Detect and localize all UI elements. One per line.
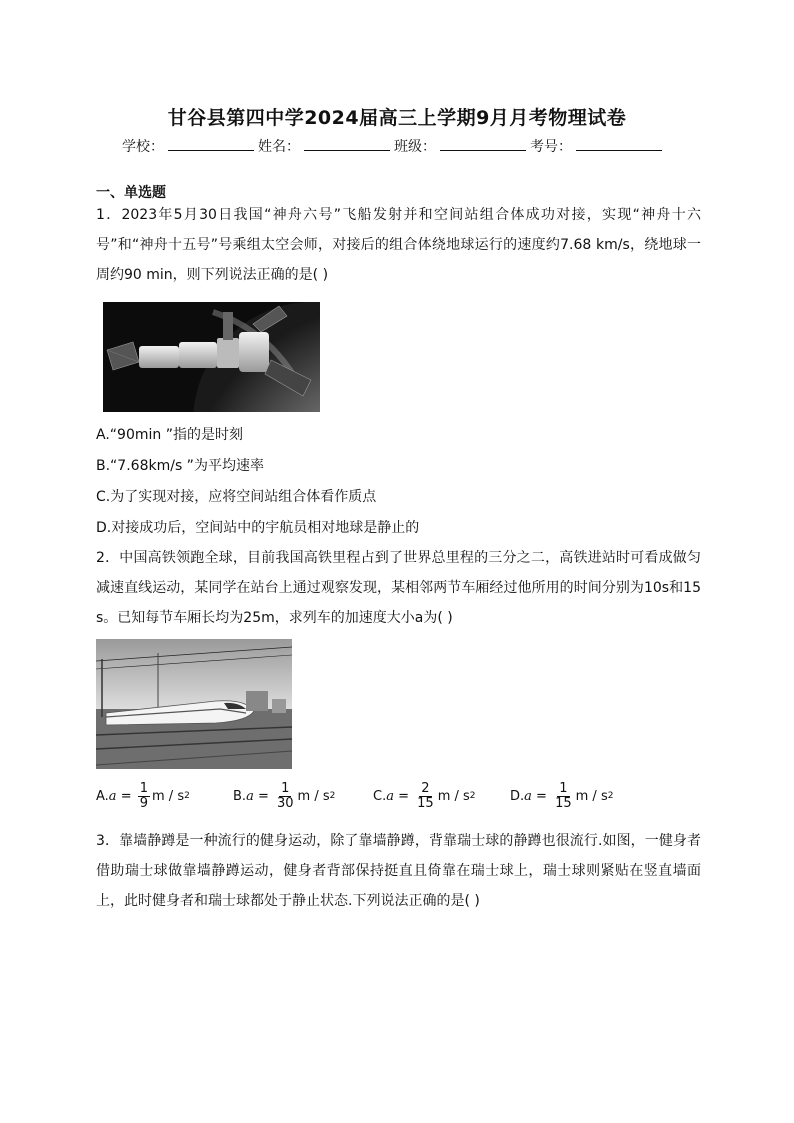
high-speed-train-image (96, 639, 292, 769)
fraction (553, 782, 574, 811)
q1-option-a[interactable]: A.“90min ”指的是时刻 (96, 427, 243, 443)
unit: m / s (437, 788, 470, 804)
q1-option-c[interactable]: C.为了实现对接，应将空间站组合体看作质点 (96, 489, 377, 505)
unit: m / s (297, 788, 330, 804)
unit: m / s (575, 788, 608, 804)
q2-options-row (96, 778, 716, 814)
unit: m / s (152, 788, 185, 804)
numerator: 1 (281, 780, 290, 796)
fraction (138, 782, 150, 811)
equals-sign: = (116, 788, 136, 804)
space-station-image (103, 302, 320, 412)
school-label: 学校： (122, 139, 164, 155)
q2-option-a[interactable] (96, 778, 190, 814)
q2-option-d[interactable] (510, 778, 613, 814)
student-info-row (122, 136, 682, 156)
denominator: 15 (555, 795, 572, 811)
fraction (275, 782, 296, 811)
accel-var: a (246, 788, 254, 804)
equals-sign: = (393, 788, 414, 804)
accel-var: a (386, 788, 394, 804)
option-prefix: D. (510, 788, 525, 804)
school-blank[interactable] (168, 136, 254, 151)
q2-option-b[interactable] (233, 778, 335, 814)
denominator: 9 (139, 795, 149, 811)
accel-var: a (524, 788, 532, 804)
numerator: 1 (139, 780, 149, 796)
denominator: 15 (417, 795, 434, 811)
name-label: 姓名： (258, 139, 300, 155)
numerator: 2 (421, 780, 430, 796)
name-blank[interactable] (304, 136, 390, 151)
unit-exponent: 2 (184, 791, 190, 801)
exam-no-blank[interactable] (576, 136, 662, 151)
q1-option-b[interactable]: B.“7.68km/s ”为平均速率 (96, 458, 264, 474)
accel-var: a (108, 788, 117, 804)
denominator: 30 (277, 795, 294, 811)
question-2-text: 2．中国高铁领跑全球，目前我国高铁里程占到了世界总里程的三分之二，高铁进站时可看成做匀减速直线运动，某同学在站台上通过观察发现，某相邻两节车厢经过他所用的时间分别为10s和15s。已知每节车厢长均为25m，求列车的加速度大小a为( ) (96, 550, 701, 626)
equals-sign: = (531, 788, 552, 804)
class-blank[interactable] (440, 136, 526, 151)
fraction (415, 782, 436, 811)
exam-title: 甘谷县第四中学2024届高三上学期9月月考物理试卷 (167, 107, 627, 129)
class-label: 班级： (394, 139, 436, 155)
q2-option-c[interactable] (373, 778, 476, 814)
unit-exponent: 2 (607, 791, 614, 801)
option-prefix: A. (96, 788, 109, 804)
question-1-text: 1．2023年5月30日我国“神舟六号”飞船发射并和空间站组合体成功对接，实现“神舟十六号”和“神舟十五号”号乘组太空会师，对接后的组合体绕地球运行的速度约7.68 km/s，绕地球一周约90 min，则下列说法正确的是( ) (96, 207, 701, 283)
unit-exponent: 2 (469, 791, 476, 801)
q1-option-d[interactable]: D.对接成功后，空间站中的宇航员相对地球是静止的 (96, 520, 420, 536)
train-illustration (96, 639, 292, 769)
section-title: 一、单选题 (96, 185, 166, 201)
question-3-text: 3．靠墙静蹲是一种流行的健身运动，除了靠墙静蹲，背靠瑞士球的静蹲也很流行.如图，一健身者借助瑞士球做靠墙静蹲运动，健身者背部保持挺直且倚靠在瑞士球上，瑞士球则紧贴在竖直墙面上，此时健身者和瑞士球都处于静止状态.下列说法正确的是( ) (96, 833, 701, 909)
option-prefix: C. (373, 788, 387, 804)
unit-exponent: 2 (329, 791, 336, 801)
numerator: 1 (559, 780, 568, 796)
exam-no-label: 考号： (530, 139, 572, 155)
space-station-illustration (103, 302, 320, 412)
equals-sign: = (253, 788, 273, 804)
option-prefix: B. (233, 788, 247, 804)
